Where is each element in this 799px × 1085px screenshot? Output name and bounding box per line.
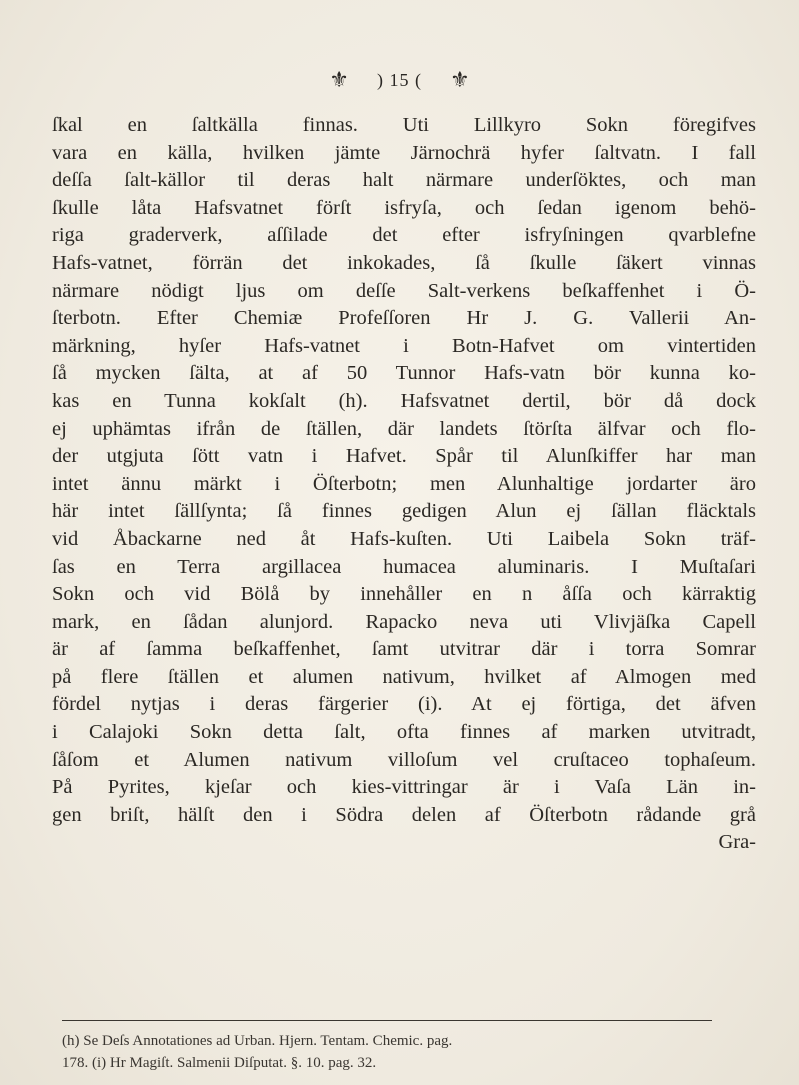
footnote-divider [62, 1020, 712, 1021]
text-line: Hafs-vatnet, förrän det inkokades, ſå ſkulle ſäkert vinnas [52, 251, 756, 274]
text-line: fördel nytjas i deras färgerier (i). At ej förtiga, det äfven [52, 693, 756, 716]
text-line: kas en Tunna kokſalt (h). Hafsvatnet dertil, bör då dock [52, 389, 756, 412]
text-line: märkning, hyſer Hafs-vatnet i Botn-Hafvet om vintertiden [52, 334, 756, 357]
text-line: ej uphämtas ifrån de ſtällen, där landets ſtörſta älfvar och flo- [52, 417, 756, 440]
text-line: ſas en Terra argillacea humacea aluminaris. I Muſtaſari [52, 555, 756, 578]
text-line: närmare nödigt ljus om deſſe Salt-verkens beſkaffenhet i Ö- [52, 279, 756, 302]
page-header [0, 62, 799, 98]
text-line: gen briſt, hälſt den i Södra delen af Öſterbotn rådande grå [52, 803, 756, 826]
text-line: deſſa ſalt-källor til deras halt närmare underſöktes, och man [52, 169, 756, 192]
text-line: ſterbotn. Efter Chemiæ Profeſſoren Hr J. G. Vallerii An- [52, 307, 756, 330]
text-line: ſåſom et Alumen nativum villoſum vel cruſtaceo tophaſeum. [52, 748, 756, 771]
fleur-de-lis-left-icon: ⚜ [329, 67, 349, 92]
text-line: ſå mycken ſälta, at af 50 Tunnor Hafs-vatn bör kunna ko- [52, 362, 756, 385]
text-line: i Calajoki Sokn detta ſalt, ofta finnes af marken utvitradt, [52, 721, 756, 744]
body-text [52, 112, 756, 857]
footnote-line: (h) Se Deſs Annotationes ad Urban. Hjern. Tentam. Chemic. pag. [62, 1033, 453, 1049]
text-line: vid Åbackarne ned åt Hafs-kuſten. Uti Laibela Sokn träf- [52, 527, 756, 550]
text-line: der utgjuta ſött vatn i Hafvet. Spår til Alunſkiffer har man [52, 445, 756, 468]
fleur-de-lis-right-icon: ⚜ [450, 67, 470, 92]
page-number: ) 15 ( [377, 69, 422, 90]
text-line: Sokn och vid Bölå by innehåller en n åſſa och kärraktig [52, 583, 756, 606]
text-line: intet ännu märkt i Öſterbotn; men Alunhaltige jordarter äro [52, 472, 756, 495]
footnotes [62, 1030, 722, 1074]
text-line: är af ſamma beſkaffenhet, ſamt utvitrar där i torra Somrar [52, 638, 756, 661]
text-line: ſkulle låta Hafsvatnet förſt isfryſa, och ſedan igenom behö- [52, 196, 756, 219]
text-line: riga graderverk, aſſilade det efter isfryſningen qvarblefne [52, 224, 756, 247]
text-line: här intet ſällſynta; ſå finnes gedigen Alun ej ſällan fläcktals [52, 500, 756, 523]
text-line: på flere ſtällen et alumen nativum, hvilket af Almogen med [52, 665, 756, 688]
text-line: mark, en ſådan alunjord. Rapacko neva uti Vlivjäſka Capell [52, 610, 756, 633]
text-line: ſkal en ſaltkälla finnas. Uti Lillkyro Sokn föregifves [52, 114, 756, 136]
text-line: På Pyrites, kjeſar och kies-vittringar är i Vaſa Län in- [52, 776, 756, 799]
text-line: vara en källa, hvilken jämte Järnochrä hyfer ſaltvatn. I fall [52, 141, 756, 164]
catchword: Gra- [718, 831, 756, 854]
footnote-line: 178. (i) Hr Magiſt. Salmenii Diſputat. §. 10. pag. 32. [62, 1055, 377, 1071]
